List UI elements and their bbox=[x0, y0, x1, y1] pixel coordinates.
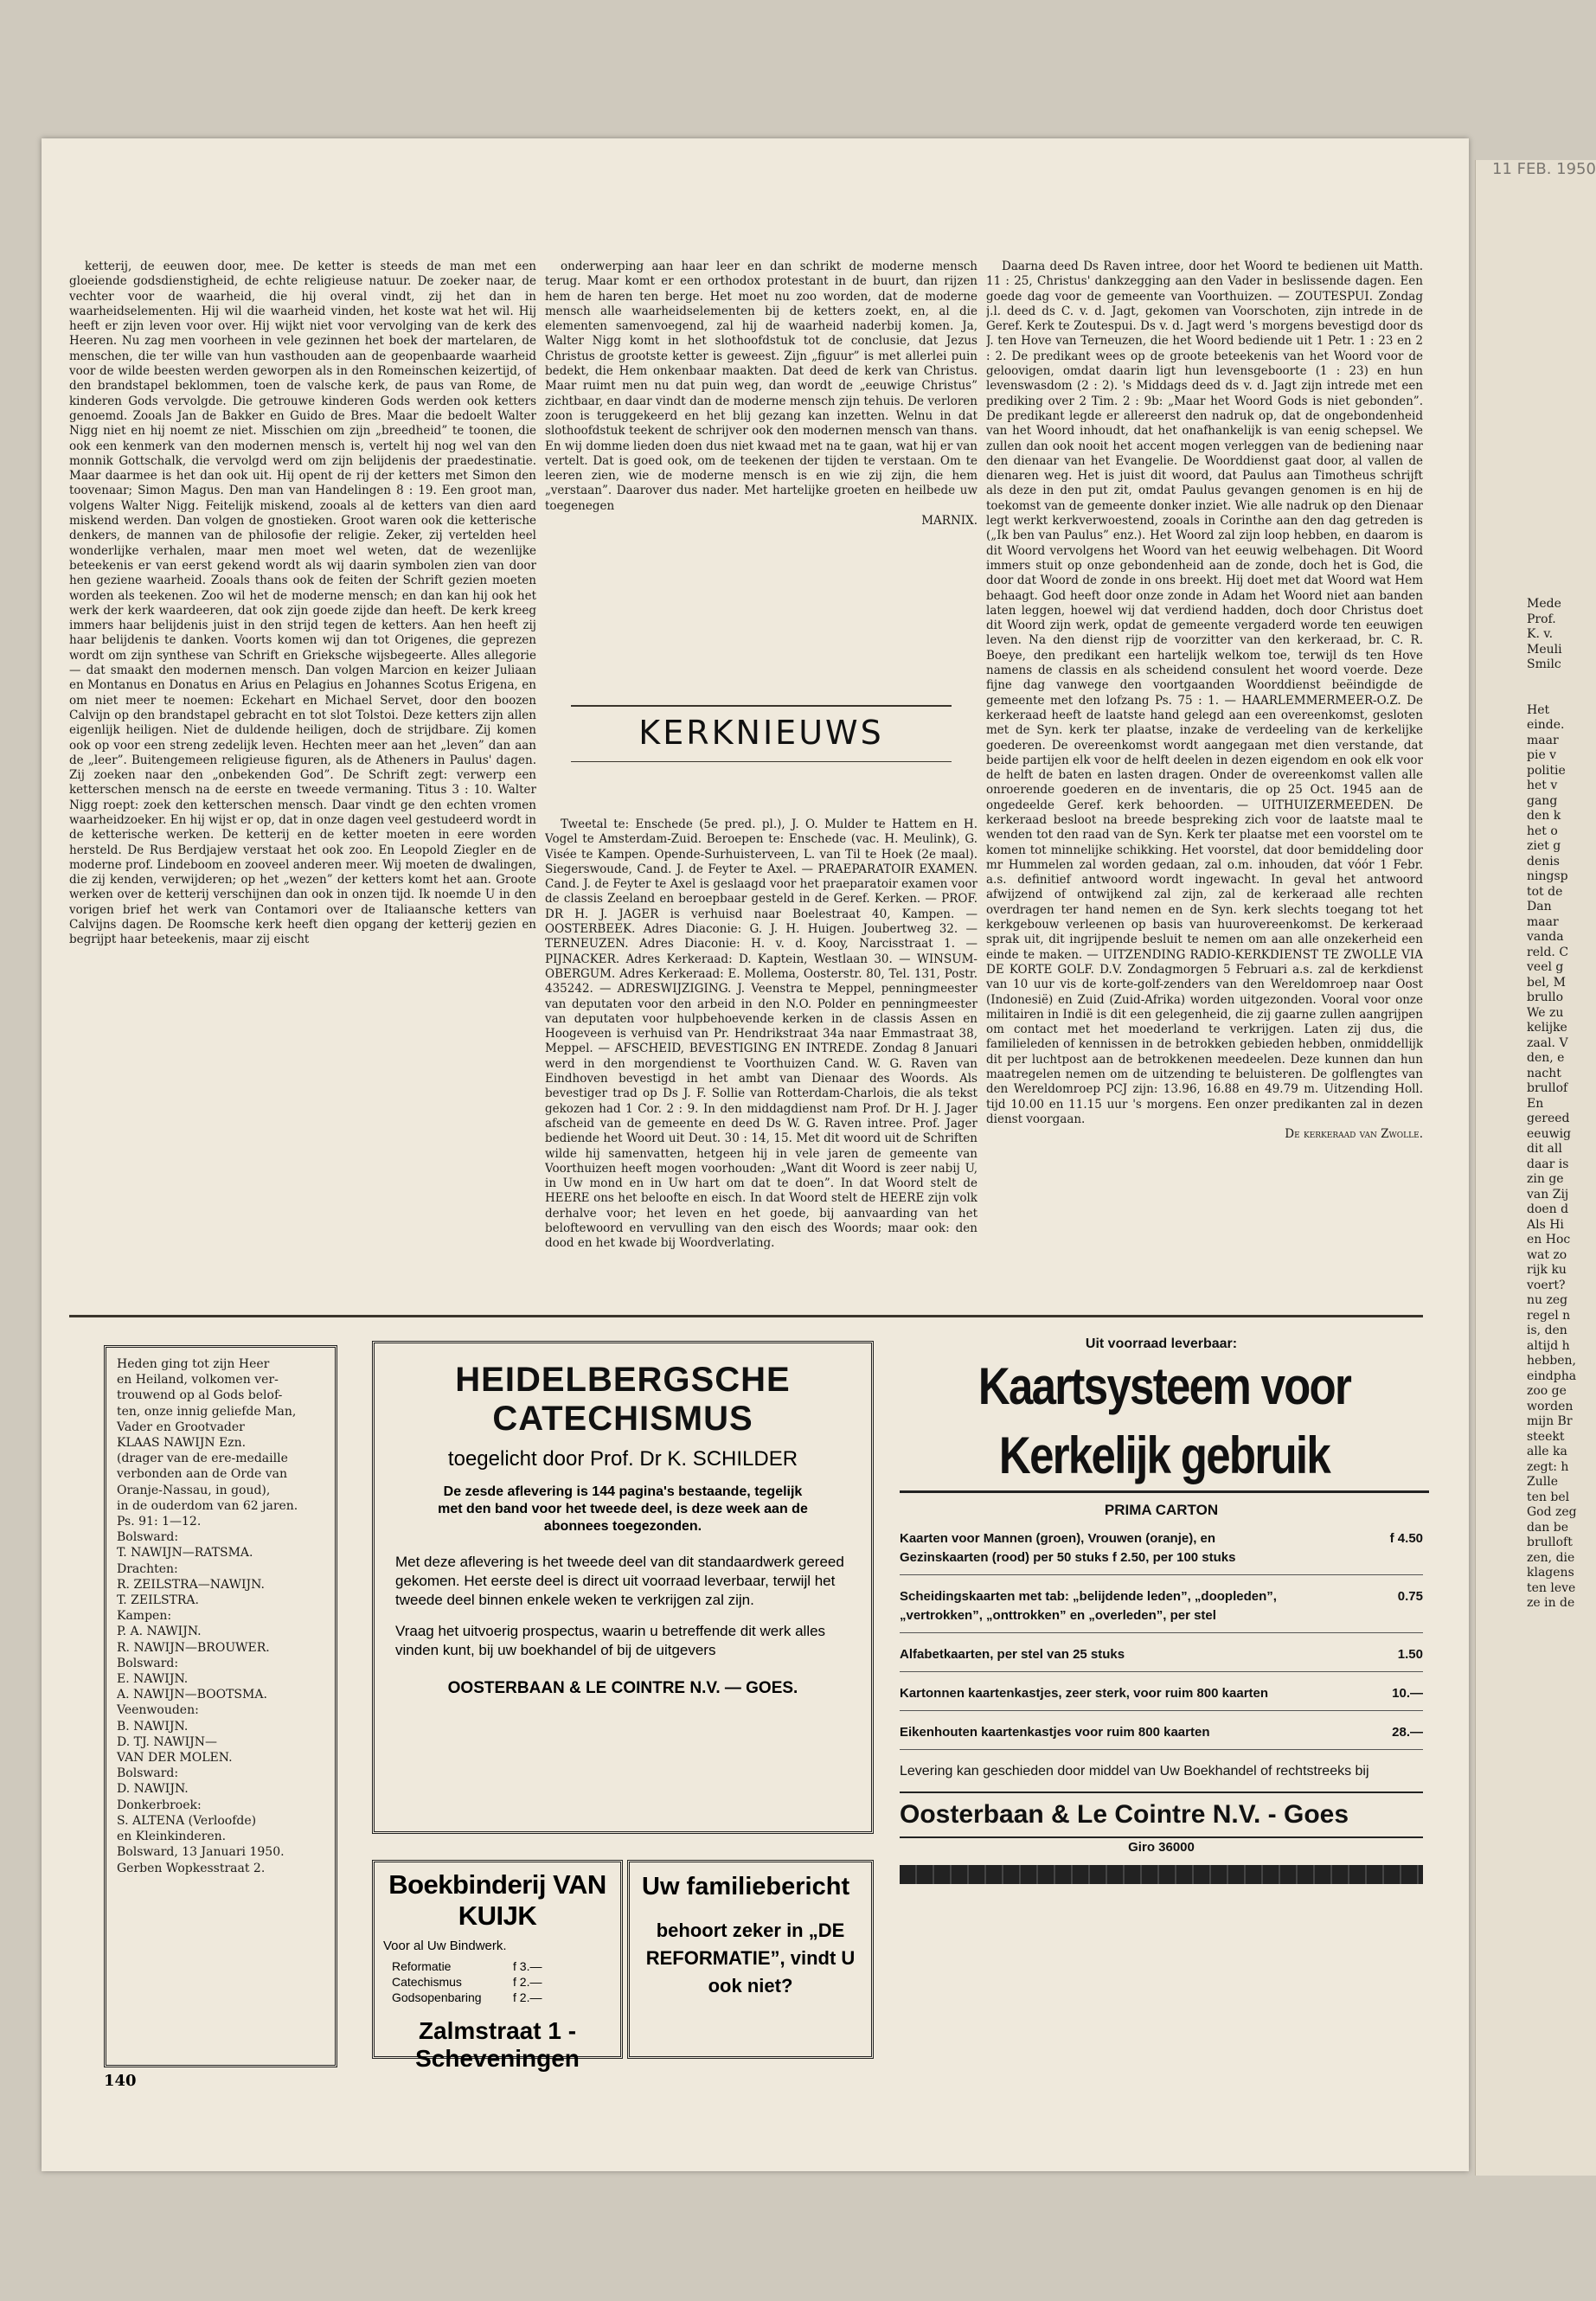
price-item: Eikenhouten kaartenkastjes voor ruim 800 kaarten 28.— bbox=[900, 1723, 1423, 1750]
ad-pretitle: Uit voorraad leverbaar: bbox=[1085, 1336, 1238, 1351]
ad-body: behoort zeker in „DE REFORMATIE”, vindt U ook niet? bbox=[645, 1920, 856, 1997]
kaartsysteem-ad bbox=[900, 1336, 1423, 2011]
ad-note: De zesde aflevering is 144 pagina's bestaande, tegelijk met den band voor het tweede deel, is deze week aan de abonnees toegezonden. bbox=[438, 1484, 808, 1534]
family-announcement bbox=[104, 1345, 337, 2067]
ad-delivery: Levering kan geschieden door middel van Uw Boekhandel of rechtstreeks bij bbox=[900, 1764, 1369, 1779]
price-list bbox=[383, 1958, 612, 2005]
article-text: ketterij, de eeuwen door, mee. De ketter is steeds de man met een gloeiende godsdienstigheid, de echte religieuse natuur. De zoeker naar, de vechter voor de waarheid, die hij overal vindt, zij het dan in waarheidselementen. Hij wil die waarheid vinden, het koste wat het wil. Hij heeft er zijn leven voor over. Hij wijkt niet voor vervolging van de kerk des Heeren. Nu zag men voorheen in vele gezinnen het boek der martelaren, de menschen, die ter wille van hun vasthouden aan de geopenbaarde waarheid voor de wilde beesten werden geworpen als in den Romeinschen keizertijd, of den brandstapel beklommen, toen de valsche kerk, de paus van Rome, de kinderen Gods vervolgde. Die getrouwe kinderen Gods werden ook ketters genoemd. Zooals Jan de Bakker en Guido de Bres. Maar die bedoelt Walter Nigg niet en hij noemt ze niet. Misschien om zijn „breedheid” te toonen, die ook een kenmerk van den modernen mensch is, vertelt hij nog wel van den monnik Gottschalk, die vervolgd werd om zijn belijdenis der praedestinatie. Maar daarmee is het dan ook uit. Hij opent de rij der ketters met Simon den toovenaar; Simon Magus. Den man van Handelingen 8 : 19. Een groot man, volgens Walter Nigg. Feitelijk miskend, zooals al de ketters van dien aard miskend werden. Dan volgen de gnostieken. Groot waren ook die ketterische denkers, de mannen van de philosofie der religie. Zeker, zij vertelden heel wonderlijke verhalen, maar men moet wel weten, dat de wezenlijke beteekenis er van eerst gekend wordt als wij daarin symbolen zien van door hen geziene waarheid. Zooals thans ook de feiten der Schrift gezien moeten worden als teekenen. Zoo wil het de moderne mensch; en dan kan hij ook het werk der kerk waardeeren, dat ook zijn goede zijde dan heeft. De kerk kreeg immers haar belijdenis juist in den strijd tegen de ketters. Aan hen heeft zij haar belijdenis te danken. Voorts komen wij dan tot Origenes, die geprezen wordt om zijn synthese van Schrift en Grieksche wijsbegeerte. Alles allegorie — dat smaakt den modernen mensch. Dan volgen Marcion en keizer Juliaan en Montanus en Donatus en Arius en Pelagius en Johannes Scotus Erigena, en om niet meer te noemen: Eckehart en Michael Servet, door den boozen Calvijn op den brandstapel gebracht en tot slot Tolstoi. Deze ketters zijn allen eigenlijk heiligen. Niet de duldende heiligen, doch de strijdbare. Zij komen ook op voor een streng zedelijk leven. Hechten meer aan het „leven” dan aan de „leer”. Buitengemeen religieuse figuren, als de Atheners in Paulus' dagen. Zij zoeken naar den „onbekenden God”. De Schrift zegt: verwerp een ketterschen mensch na de eerste en tweede vermaning. Titus 3 : 10. Walter Nigg roept: zoek den ketterschen mensch. Daar vindt ge den echten vromen waarheidzoeker. En hij wijst er op, dat in onze dagen veel gestudeerd wordt in de ketterische werken. De ketterij en de ketter moeten in eere worden hersteld. De Rus Berdjajew verstaat het ook zoo. En Leopold Ziegler en de moderne prof. Lindeboom en zooveel anderen meer. Wij moeten de dwalingen, die zij kenden, verwijderen; op het „wezen” der ketters komt het aan. Groote werken over de ketterij verschijnen dan ook in onzen tijd. Ik noemde U in den vorigen brief het werk van Contamori over de Italiaansche ketters van Calvijns dagen. De Roomsche kerk heeft dien opgang der ketterij gezien en begrijpt haar beteekenis, maar zij eischt bbox=[69, 260, 536, 947]
ad-title: HEIDELBERGSCHE CATECHISMUS bbox=[455, 1361, 791, 1438]
announcement-text: Heden ging tot zijn Heer en Heiland, volkomen ver- trouwend op al Gods belof- ten, onze innig geliefde Man, Vader en Grootvader KLAAS NAWIJN Ezn. (drager van de ere-medaille verbonden aan de Orde van Oranje-Nassau, in goud), in de ouderdom van 62 jaren. Ps. 91: 1—12. Bolsward: T. NAWIJN—RATSMA. Drachten: R. ZEILSTRA—NAWIJN. T. ZEILSTRA. Kampen: P. A. NAWIJN. R. NAWIJN—BROUWER. Bolsward: E. NAWIJN. A. NAWIJN—BOOTSMA. Veenwouden: B. NAWIJN. D. TJ. NAWIJN— VAN DER MOLEN. Bolsward: D. NAWIJN. Donkerbroek: S. ALTENA (Verloofde) en Kleinkinderen. Bolsward, 13 Januari 1950. Gerben Wopkesstraat 2. bbox=[117, 1357, 298, 1875]
ad-paragraph: Vraag het uitvoerig prospectus, waarin u betreffende dit werk alles vinden kunt, bij uw boekhandel of bij de uitgevers bbox=[395, 1623, 826, 1658]
ad-giro: Giro 36000 bbox=[1128, 1840, 1195, 1855]
news-text: Daarna deed Ds Raven intree, door het Woord te bedienen uit Matth. 11 : 25, Christus' dankzegging aan den Vader in beslissende dagen. Een goede dag voor de gemeente van Voorthuizen. — ZOUTESPUI. Zondag j.l. deed ds C. v. d. Jagt, gekomen van Voorschoten, zijn intrede in de Geref. Kerk te Zoutespui. Ds v. d. Jagt werd 's morgens bevestigd door ds J. ten Hove van Terneuzen, die het Woord bediende uit 1 Petr. 1 : 23 en 2 : 2. De predikant wees op de groote beteekenis van het Woord voor de geloovigen, omdat daarin ligt hun levensgeboorte (1 : 23) en hun levenswasdom (2 : 2). 's Middags deed ds v. d. Jagt zijn intrede met een prediking over 2 Tim. 2 : 9b: „Maar het Woord Gods is niet gebonden”. De predikant legde er allereerst den nadruk op, dat de ongebondenheid van het Woord inhoudt, dat het onafhankelijk is van eenig schepsel. We zullen dan ook nooit het accent mogen verleggen van de bediening naar den dienaar van het Evangelie. De Woorddienst gaat door, al vallen de dienaren weg. Het is juist dit woord, dat Paulus aan Timotheus schrijft als deze in den put zit, omdat Paulus gevangen genomen is en hij de toekomst van de gemeente donker inziet. Wie alle nadruk op den Dienaar legt werkt kerkverwoestend, zooals in Corinthe aan den dag getreden is („Ik ben van Paulus” enz.). Het Woord zal zijn loop hebben, en daarom is dit Woord vervolgens het Woord van het eeuwig welbehagen. Dit Woord immers stuit op onze gebondenheid aan de zonde, doch het is God, die door dat Woord de zonde in ons breekt. Hij doet met dat Woord wat Hem behaagt. God heeft door onze zonde in Adam het Woord niet aan banden laten leggen, hoewel wij dat verdiend hadden, doch door Christus doet dit Woord zijn werk, opdat de gemeente vergaderd worde ten eeuwigen leven. Na den dienst rijp de voorzitter van den kerkeraad, br. C. R. Boeye, den predikant een hartelijk welkom toe, terwijl ds ten Hove namens de classis en als scheidend consulent het woord voerde. Deze fijne dag vanwege den voortgaanden Woorddienst beëindigde de gemeente met den lofzang Ps. 75 : 1. — HAARLEMMERMEER-O.Z. De kerkeraad heeft de laatste hand gelegd aan een overeenkomst, gesloten met de Syn. kerk ter plaatse, inzake de verdeeling van de kerkelijke goederen. De overeenkomst wordt aangegaan met dien verstande, dat beide partijen elk voor de helft deelen in dezen eigendom en ook elk voor de helft de baten en lasten dragen. Onder de overeenkomst vallen alle onroerende goederen en de inventaris, die op 25 Oct. 1945 aan de ongedeelde Geref. kerk behoorden. — UITHUIZERMEEDEN. De kerkeraad besloot na breede bespreking zich voor de laatste maal te wenden tot den raad van de Syn. Kerk ter plaatse met een voorstel om te komen tot minnelijke schikking. Het voorstel, dat door bemiddeling door mr Hummelen zal worden gedaan, zal o.m. inhouden, dat vóór 1 Febr. a.s. definitief antwoord wordt ingewacht. In geval het antwoord afwijzend of ontwijkend zal zijn, zal de kerkeraad alle rechten overdragen ter hand nemen en de Syn. kerk slechts toegang tot het kerkgebouw verleenen op basis van huurovereenkomst. De kerkeraad sprak uit, dit ingrijpende besluit te nemen om aan alle onzekerheid een einde te maken. — UITZENDING RADIO-KERKDIENST TE ZWOLLE VIA DE KORTE GOLF. D.V. Zondagmorgen 5 Februari a.s. zal de kerkdienst van 10 uur vis de korte-golf-zenders van den Wereldomroep naar Oost (Indonesië) en Zuid (Zuid-Afrika) worden uitgezonden. Vooral voor onze militairen in Indië is dit een gelegenheid, die zij gaarne zullen aangrijpen om contact met het moederland te verkrijgen. Laten zij dus, die familieleden of kennissen in de betrokken gebieden hebben, onmiddellijk dit per luchtpost aan de betrokkenen meedeelen. Deze kunnen dan hun maatregelen nemen om de uitzending te beluisteren. De golflengtes van den Wereldomroep PCJ zijn: 13.96, 16.88 en 49.79 m. Uitzending Holl. tijd 10.00 en 11.15 uur 's morgens. Een onzer predikanten zal in dezen dienst voorgaan. bbox=[986, 260, 1423, 1126]
article-text: onderwerping aan haar leer en dan schrikt de moderne mensch terug. Maar komt er een orthodox protestant in de buurt, dan rijzen hem de haren ten berge. Het moet nu zoo worden, dat de moderne mensch alle waarheidselementen bij de ketters zoekt, en, al die elementen samenvoegend, zal hij de waarheid naderbij komen. Ja, Walter Nigg komt in het slothoofdstuk tot de conclusie, dat Jezus Christus de grootste ketter is geweest. Zijn „figuur” is met allerlei puin bedekt, die Hem onkenbaar maakten. Dat deed de kerk van Christus. Maar ruimt men nu dat puin weg, dan wordt de „eeuwige Christus” zichtbaar, en daar vindt dan de moderne mensch zijn tehuis. De verloren zoon is teruggekeerd en het blij gezang kan inzetten. Welnu in dat slothoofdstuk teekent de schrijver ook den modernen mensch van thans. En wij domme lieden doen dus niet kwaad met na te gaan, wat hij er van vertelt. Dat is goed ook, om de teekenen der tijden te verstaan. Om te leeren zien, wie de moderne mensch is en wie zij zijn, die hem „verstaan”. Daarover dus nader. Met hartelijke groeten en heilbede uw toegenegen bbox=[545, 260, 977, 513]
adjacent-page-text: Mede Prof. K. v. Meuli Smilc Het einde. maar pie v politie het v gang den k het o ziet g denis ningsp tot de Dan maar vanda reld. C veel g bel, M brullo We zu kelijke zaal. V den, e nacht brullof En gereed eeuwig dit all daar is zin ge van Zij doen d Als Hi en Hoc wat zo rijk ku voert? nu zeg regel n is, den altijd h hebben, eindpha zoo ge worden mijn Br steekt alle ka zegt: h Zulle ten bel God zeg dan be brulloft zen, die klagens ten leve ze in de bbox=[1527, 597, 1577, 1610]
kerknieuws-column bbox=[545, 817, 977, 1302]
ad-paragraph: Met deze aflevering is het tweede deel van dit standaardwerk gereed gekomen. Het eerste deel is direct uit voorraad leverbaar, terwijl het tweede deel binnen enkele weken te verkrijgen zal zijn. bbox=[395, 1554, 844, 1608]
ad-title: Boekbinderij VAN KUIJK bbox=[388, 1869, 606, 1931]
ad-publisher: OOSTERBAAN & LE COINTRE N.V. — GOES. bbox=[447, 1679, 798, 1697]
price-item: Scheidingskaarten met tab: „belijdende leden”, „doopleden”, „vertrokken”, „onttrokken” en „overleden”, per stel 0.75 bbox=[900, 1587, 1423, 1633]
boekbinderij-ad bbox=[372, 1860, 623, 2072]
section-rule bbox=[69, 1315, 1423, 1317]
ad-subtitle: PRIMA CARTON bbox=[1104, 1502, 1219, 1518]
signature: De kerkeraad van Zwolle. bbox=[1285, 1127, 1423, 1142]
article-column-3 bbox=[986, 260, 1423, 1302]
section-heading: KERKNIEUWS bbox=[638, 714, 884, 752]
price-row: Godsopenbaring f 2.— bbox=[392, 1990, 542, 2004]
ad-title: Kaartsysteem voor Kerkelijk gebruik bbox=[900, 1352, 1429, 1493]
article-column-1 bbox=[69, 260, 536, 1302]
ad-title: Uw familiebericht bbox=[642, 1873, 850, 1900]
received-stamp: 11 FEB. 1950 bbox=[1492, 160, 1596, 178]
price-row: Reformatie f 3.— bbox=[392, 1959, 542, 1973]
ad-publisher: Oosterbaan & Le Cointre N.V. - Goes bbox=[900, 1791, 1423, 1838]
price-item: Kartonnen kaartenkastjes, zeer sterk, voor ruim 800 kaarten 10.— bbox=[900, 1684, 1423, 1711]
page-number: 140 bbox=[104, 2072, 137, 2090]
catechismus-ad bbox=[372, 1341, 874, 1834]
price-row: Catechismus f 2.— bbox=[392, 1975, 542, 1989]
ad-subtitle: Voor al Uw Bindwerk. bbox=[383, 1939, 507, 1953]
divider bbox=[571, 761, 952, 762]
price-item: Alfabetkaarten, per stel van 25 stuks 1.50 bbox=[900, 1645, 1423, 1672]
news-text: Tweetal te: Enschede (5e pred. pl.), J. O. Mulder te Hattem en H. Vogel te Amsterdam-Zuid. Beroepen te: Enschede (vac. H. Meulink), G. Visée te Kampen. Opende-Surhuisterveen, L. van Til te Hoek (2e maal). Siegerswoude, Cand. J. de Feyter te Axel. — PRAEPARATOIR EXAMEN. Cand. J. de Feyter te Axel is geslaagd voor het praeparatoir examen voor de classis Zeeland en beroepbaar gesteld in de Geref. Kerken. — PROF. DR H. J. JAGER is verhuisd naar Boelestraat 40, Kampen. — OOSTERBEEK. Adres Diaconie: G. J. H. Huigen. Joubertweg 32. — TERNEUZEN. Adres Diaconie: H. v. d. Kooy, Narcisstraat 1. — PIJNACKER. Adres Kerkeraad: D. Kaptein, Westlaan 30. — WINSUM-OBERGUM. Adres Kerkeraad: E. Mollema, Oosterstr. 80, Tel. 131, Postr. 435242. — ADRESWIJZIGING. J. Veenstra te Meppel, penningmeester van deputaten voor den arbeid in den N.O. Polder en penningmeester van deputaten voor hulpbehoevende kerken in de classis Assen en Hoogeveen is verhuisd van Pr. Hendrikstraat 34a naar Emmastraat 38, Meppel. — AFSCHEID, BEVESTIGING EN INTREDE. Zondag 8 Januari werd in den morgendienst te Voorthuizen Cand. W. G. Raven van Eindhoven bevestigd in het ambt van Dienaar des Woords. Als bevestiger trad op Ds J. F. Sollie van Rotterdam-Charlois, die als tekst gekozen had 1 Cor. 2 : 9. In den middagdienst nam Prof. Dr H. J. Jager afscheid van de gemeente en deed Ds W. G. Raven intree. Prof. Jager bediende het Woord uit Deut. 30 : 14, 15. Met dit woord uit de Schriften wilde hij samenvatten, hetgeen hij in vele jaren de gemeente van Voorthuizen heeft mogen voorhouden: „Want dit Woord is zeer nabij U, in Uw mond en in Uw hart om dat te doen”. In dat Woord stelt de HEERE ons het beloofte en eisch. In dat Woord stelt de HEERE zijn volk derhalve voor; het leven en het goede, bij aanvaarding van het beloftewoord en vervulling van den eisch des Woords; maar ook: den dood en het kwade bij Woordverlating. bbox=[545, 817, 977, 1251]
author-signature: MARNIX. bbox=[921, 514, 977, 529]
divider bbox=[571, 705, 952, 707]
decorative-bar bbox=[900, 1865, 1423, 1884]
ad-subtitle: toegelicht door Prof. Dr K. SCHILDER bbox=[447, 1447, 798, 1471]
price-item: Kaarten voor Mannen (groen), Vrouwen (oranje), en Gezinskaarten (rood) per 50 stuks f 2.50, per 100 stuks f 4.50 bbox=[900, 1529, 1423, 1575]
article-column-2 bbox=[545, 260, 977, 675]
familiebericht-ad bbox=[627, 1860, 874, 2059]
ad-address: Zalmstraat 1 - Scheveningen bbox=[415, 2017, 580, 2072]
